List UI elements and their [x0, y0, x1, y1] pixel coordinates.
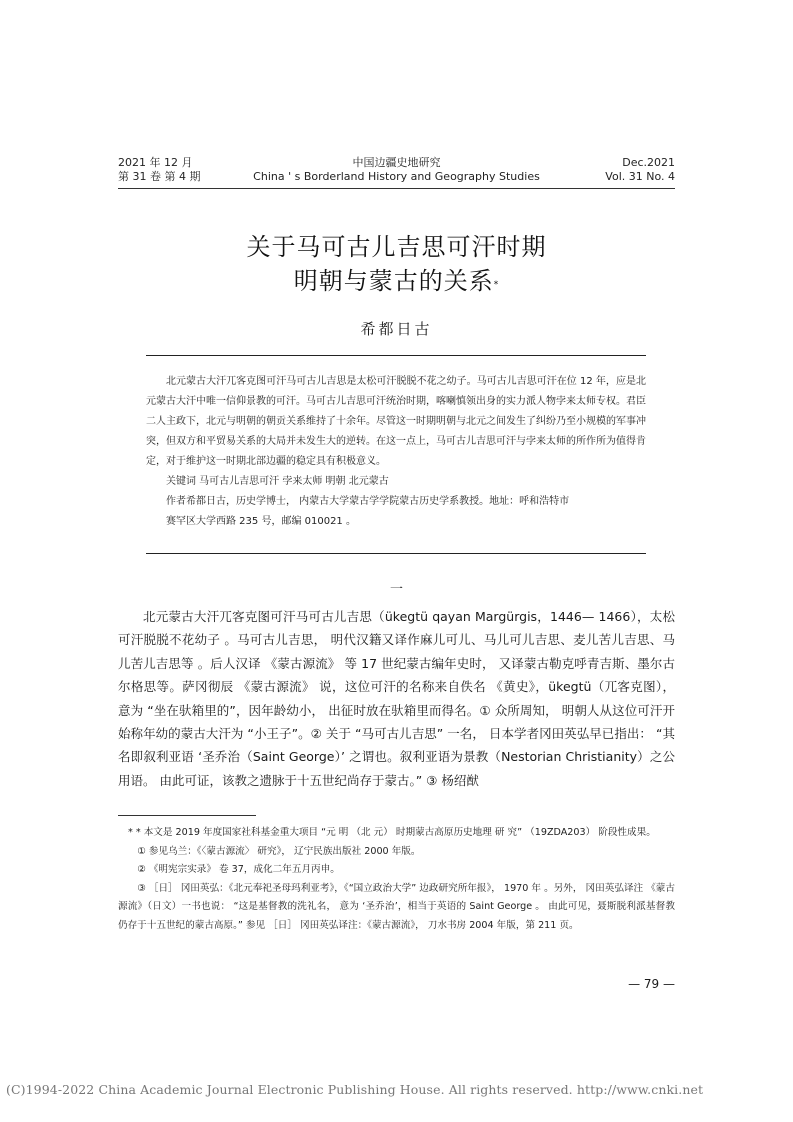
abstract-bottom-rule: [146, 553, 646, 554]
body-text: [118, 605, 675, 792]
body-paragraph: 北元蒙古大汗兀客克图可汗马可古儿吉思（ükegtü qayan Margürgis，1446— 1466），太松可汗脱脱不花幼子 。马可古儿吉思， 明代汉籍又译作麻儿可儿、马儿可儿吉思、麦儿苦儿吉思、马儿苦儿吉思等 。后人汉译 《蒙古源流》 等 17 世纪蒙古编年史时， 又译蒙古勒克呼青吉斯、墨尔古尔格思等。萨冈彻辰 《蒙古源流》 说，这位可汗的名称来自佚名 《黄史》，ükegtü（兀客克图）， 意为 “坐在驮箱里的”，因年龄幼小， 出征时放在驮箱里而得名。① 众所周知， 明朝人从这位可汗开始称年幼的蒙古大汗为 “小王子”。② 关于 “马可古儿吉思” 一名， 日本学者冈田英弘早已指出： “其名即叙利亚语 ‘圣乔治（Saint George）’ 之谓也。叙利亚语为景教（Nestorian Christianity）之公用语。 由此可证，该教之遗脉于十五世纪尚存于蒙古。” ③ 杨绍猷: [118, 609, 675, 788]
author-info-line-1: 作者希都日古，历史学博士， 内蒙古大学蒙古学学院蒙古历史学系教授。地址：呼和浩特市: [166, 496, 570, 507]
author-info-line-2: 赛罕区大学西路 235 号，邮编 010021 。: [166, 516, 356, 527]
header-divider: [118, 188, 675, 189]
copyright-watermark: (C)1994-2022 China Academic Journal Electronic Publishing House. All rights reserved. http://www.cnki.net: [6, 1082, 704, 1097]
issue-volume-en: Vol. 31 No. 4: [605, 170, 675, 183]
title-line-1: 关于马可古儿吉思可汗时期: [246, 233, 547, 261]
footnote-divider: [118, 815, 256, 816]
issue-volume: 第 31 卷 第 4 期: [118, 170, 201, 183]
abstract-top-rule: [146, 355, 646, 356]
issue-date: 2021 年 12 月: [118, 156, 193, 169]
title-footnote-mark: *: [493, 280, 500, 290]
journal-volume-block: [605, 156, 675, 184]
footnote-funding: * * 本文是 2019 年度国家社科基金重大项目 “元 明 （北 元） 时期蒙古高原历史地理 研 究” （19ZDA203） 阶段性成果。: [128, 827, 656, 838]
issue-date-en: Dec.2021: [622, 156, 675, 169]
footnote-1: ① 参见乌兰：《〈蒙古源流〉 研究》， 辽宁民族出版社 2000 年版。: [137, 845, 421, 857]
abstract-text: 北元蒙古大汗兀客克图可汗马可古儿吉思是太松可汗脱脱不花之幼子。马可古儿吉思可汗在位 12 年，应是北元蒙古大汗中唯一信仰景教的可汗。马可古儿吉思可汗统治时期，喀喇慎领出身的实力派人物孛来太师专权。君臣二人主政下，北元与明朝的朝贡关系维持了十余年。尽管这一时期明朝与北元之间发生了纠纷乃至小规模的军事冲突，但双方和平贸易关系的大局并未发生大的逆转。在这一点上，马可古儿吉思可汗与孛来太师的所作所为值得肯定，对于维护这一时期北部边疆的稳定具有积极意义。: [146, 376, 646, 467]
footnote-3: ③ ［日］ 冈田英弘：《北元奉祀圣母玛利亚考》，《“国立政治大学” 边政研究所年报》， 1970 年 。另外， 冈田英弘译注 《蒙古源流》（日文）一书也说： “这是基督教的洗礼名， 意为 ‘圣乔治’，相当于英语的 Saint George 。 由此可见，聂斯脱利派基督教仍存于十五世纪的蒙古高原。” 参见 ［日］ 冈田英弘译注：《蒙古源流》， 刀水书房 2004 年版，第 211 页。: [118, 882, 675, 931]
author-name: 希都日古: [360, 320, 433, 338]
title-line-2-wrap: [0, 264, 793, 298]
keywords: 关键词 马可古儿吉思可汗 孛来太师 明朝 北元蒙古: [166, 476, 389, 487]
article-title: [0, 230, 793, 298]
footnote-2: ② 《明宪宗实录》 卷 37，成化二年五月丙申。: [137, 864, 340, 875]
page-number: — 79 —: [628, 977, 675, 991]
footnotes: [118, 824, 675, 935]
journal-title-cn: 中国边疆史地研究: [352, 156, 441, 169]
abstract-block: [146, 372, 646, 532]
journal-title-en: China ' s Borderland History and Geography Studies: [253, 170, 540, 183]
title-line-2: 明朝与蒙古的关系: [293, 267, 494, 295]
section-heading: 一: [389, 582, 403, 597]
